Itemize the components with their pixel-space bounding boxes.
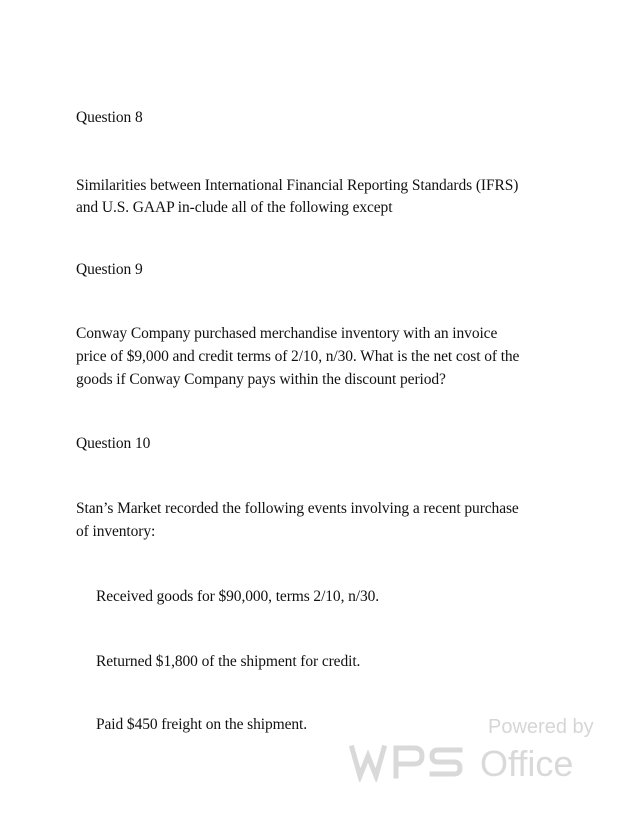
- question-9-text-line-3: goods if Conway Company pays within the discount period?: [76, 371, 446, 388]
- event-received-goods: Received goods for $90,000, terms 2/10, n/30.: [96, 588, 380, 605]
- event-paid-freight: Paid $450 freight on the shipment.: [96, 716, 307, 733]
- question-9-text-line-2: price of $9,000 and credit terms of 2/10, n/30. What is the net cost of the: [76, 348, 520, 365]
- question-10-text-line-1: Stan’s Market recorded the following events involving a recent purchase: [76, 500, 519, 517]
- wps-office-logo-icon: [348, 738, 598, 782]
- question-9-text-line-1: Conway Company purchased merchandise inventory with an invoice: [76, 325, 498, 342]
- question-8-text-line-2: and U.S. GAAP in-clude all of the following except: [76, 199, 393, 216]
- watermark-powered-by: Powered by: [488, 716, 594, 738]
- question-8-text-line-1: Similarities between International Financial Reporting Standards (IFRS): [76, 177, 519, 194]
- question-9-heading: Question 9: [76, 261, 143, 278]
- wps-office-watermark: [348, 716, 598, 786]
- question-8-heading: Question 8: [76, 109, 143, 126]
- question-10-heading: Question 10: [76, 435, 151, 452]
- svg-text:Office: Office: [480, 743, 574, 782]
- question-10-text-line-2: of inventory:: [76, 523, 156, 540]
- event-returned-shipment: Returned $1,800 of the shipment for credit.: [96, 653, 361, 670]
